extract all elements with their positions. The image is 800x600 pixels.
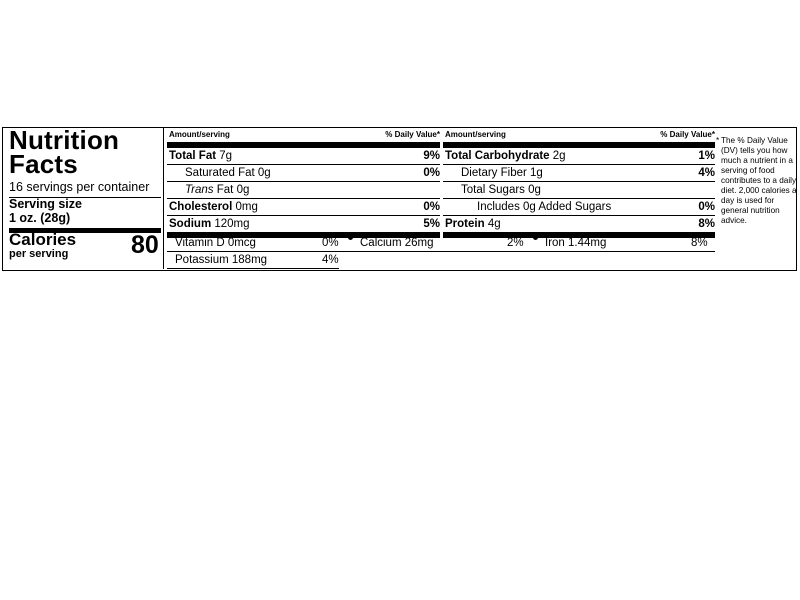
nutrient-row-sodium bbox=[167, 216, 440, 232]
nutrient-amount: 2g bbox=[552, 150, 566, 162]
nutrient-row-dietary-fiber bbox=[443, 165, 715, 182]
nutrient-amount: 0g bbox=[528, 184, 541, 196]
nutrient-name: Fat bbox=[216, 184, 234, 196]
amount-header: Amount/serving bbox=[169, 130, 230, 139]
amount-header: Amount/serving bbox=[445, 130, 506, 139]
iron: Iron 1.44mg bbox=[545, 237, 607, 249]
nutrient-dv: 4% bbox=[698, 167, 715, 179]
column-header bbox=[167, 130, 440, 142]
nutrient-row-saturated-fat bbox=[167, 165, 440, 182]
title-line-1: Nutrition bbox=[9, 125, 120, 155]
calcium: Calcium 26mg bbox=[360, 237, 434, 249]
bullet-icon bbox=[348, 235, 353, 240]
serving-size-value: 1 oz. (28g) bbox=[9, 211, 71, 225]
vitamin-row bbox=[167, 235, 715, 252]
calories-value: 80 bbox=[131, 231, 159, 259]
nutrient-name: Total Sugars bbox=[461, 184, 525, 196]
calcium-dv: 2% bbox=[507, 237, 524, 249]
nutrient-row-cholesterol bbox=[167, 199, 440, 216]
vitamin-d-dv: 0% bbox=[322, 237, 339, 249]
nutrient-name: Includes 0g Added Sugars bbox=[477, 201, 612, 213]
serving-size bbox=[9, 197, 82, 225]
footnote-star: * bbox=[716, 136, 720, 145]
nutrient-row-protein bbox=[443, 216, 715, 232]
nutrient-name: Total Fat bbox=[169, 150, 217, 162]
nutrient-dv: 8% bbox=[698, 218, 715, 230]
vertical-divider bbox=[163, 128, 164, 269]
nutrient-row-total-carbohydrate bbox=[443, 148, 715, 165]
nutrient-name: Cholesterol bbox=[169, 201, 233, 213]
nutrition-facts-label bbox=[2, 127, 797, 271]
vitamin-row bbox=[167, 252, 339, 269]
column-header bbox=[443, 130, 715, 142]
nutrient-name: Protein bbox=[445, 218, 485, 230]
nutrient-amount: 120mg bbox=[214, 218, 250, 230]
label-title bbox=[9, 125, 120, 179]
dv-header: % Daily Value* bbox=[385, 130, 440, 139]
bullet-icon bbox=[533, 235, 538, 240]
title-line-2: Facts bbox=[9, 149, 78, 179]
footnote-text: The % Daily Value (DV) tells you how much a nutrient in a serving of food contributes to a daily diet. 2,000 calories a day is used for general nutrition advice. bbox=[721, 136, 797, 225]
nutrient-dv: 0% bbox=[423, 167, 440, 179]
nutrient-amount: 4g bbox=[487, 218, 501, 230]
potassium: Potassium 188mg bbox=[175, 254, 268, 266]
nutrient-row-total-fat bbox=[167, 148, 440, 165]
nutrient-name: Total Carbohydrate bbox=[445, 150, 550, 162]
nutrient-dv: 0% bbox=[698, 201, 715, 213]
nutrient-name: Saturated Fat bbox=[185, 167, 255, 179]
nutrient-dv: 0% bbox=[423, 201, 440, 213]
nutrient-amount: 7g bbox=[219, 150, 233, 162]
nutrient-row-total-sugars bbox=[443, 182, 715, 199]
nutrient-row-added-sugars bbox=[443, 199, 715, 216]
nutrient-dv: 9% bbox=[423, 150, 440, 162]
nutrient-name: Dietary Fiber bbox=[461, 167, 527, 179]
label-left-panel bbox=[9, 125, 164, 269]
nutrient-row-trans-fat bbox=[167, 182, 440, 199]
nutrient-dv: 1% bbox=[698, 150, 715, 162]
vitamin-d: Vitamin D 0mcg bbox=[175, 237, 256, 249]
calories-label: Calories bbox=[9, 230, 77, 249]
dv-header: % Daily Value* bbox=[660, 130, 715, 139]
serving-size-label: Serving size bbox=[9, 197, 82, 211]
iron-dv: 8% bbox=[691, 237, 708, 249]
nutrient-name: Sodium bbox=[169, 218, 212, 230]
nutrient-name-italic: Trans bbox=[185, 184, 214, 196]
nutrient-amount: 0mg bbox=[235, 201, 258, 213]
calories-sub: per serving bbox=[9, 248, 69, 260]
nutrient-amount: 0g bbox=[236, 184, 250, 196]
potassium-dv: 4% bbox=[322, 254, 339, 266]
nutrient-amount: 0g bbox=[257, 167, 271, 179]
servings-per-container: 16 servings per container bbox=[9, 180, 150, 194]
nutrient-dv: 5% bbox=[423, 218, 440, 230]
nutrient-amount: 1g bbox=[530, 167, 543, 179]
